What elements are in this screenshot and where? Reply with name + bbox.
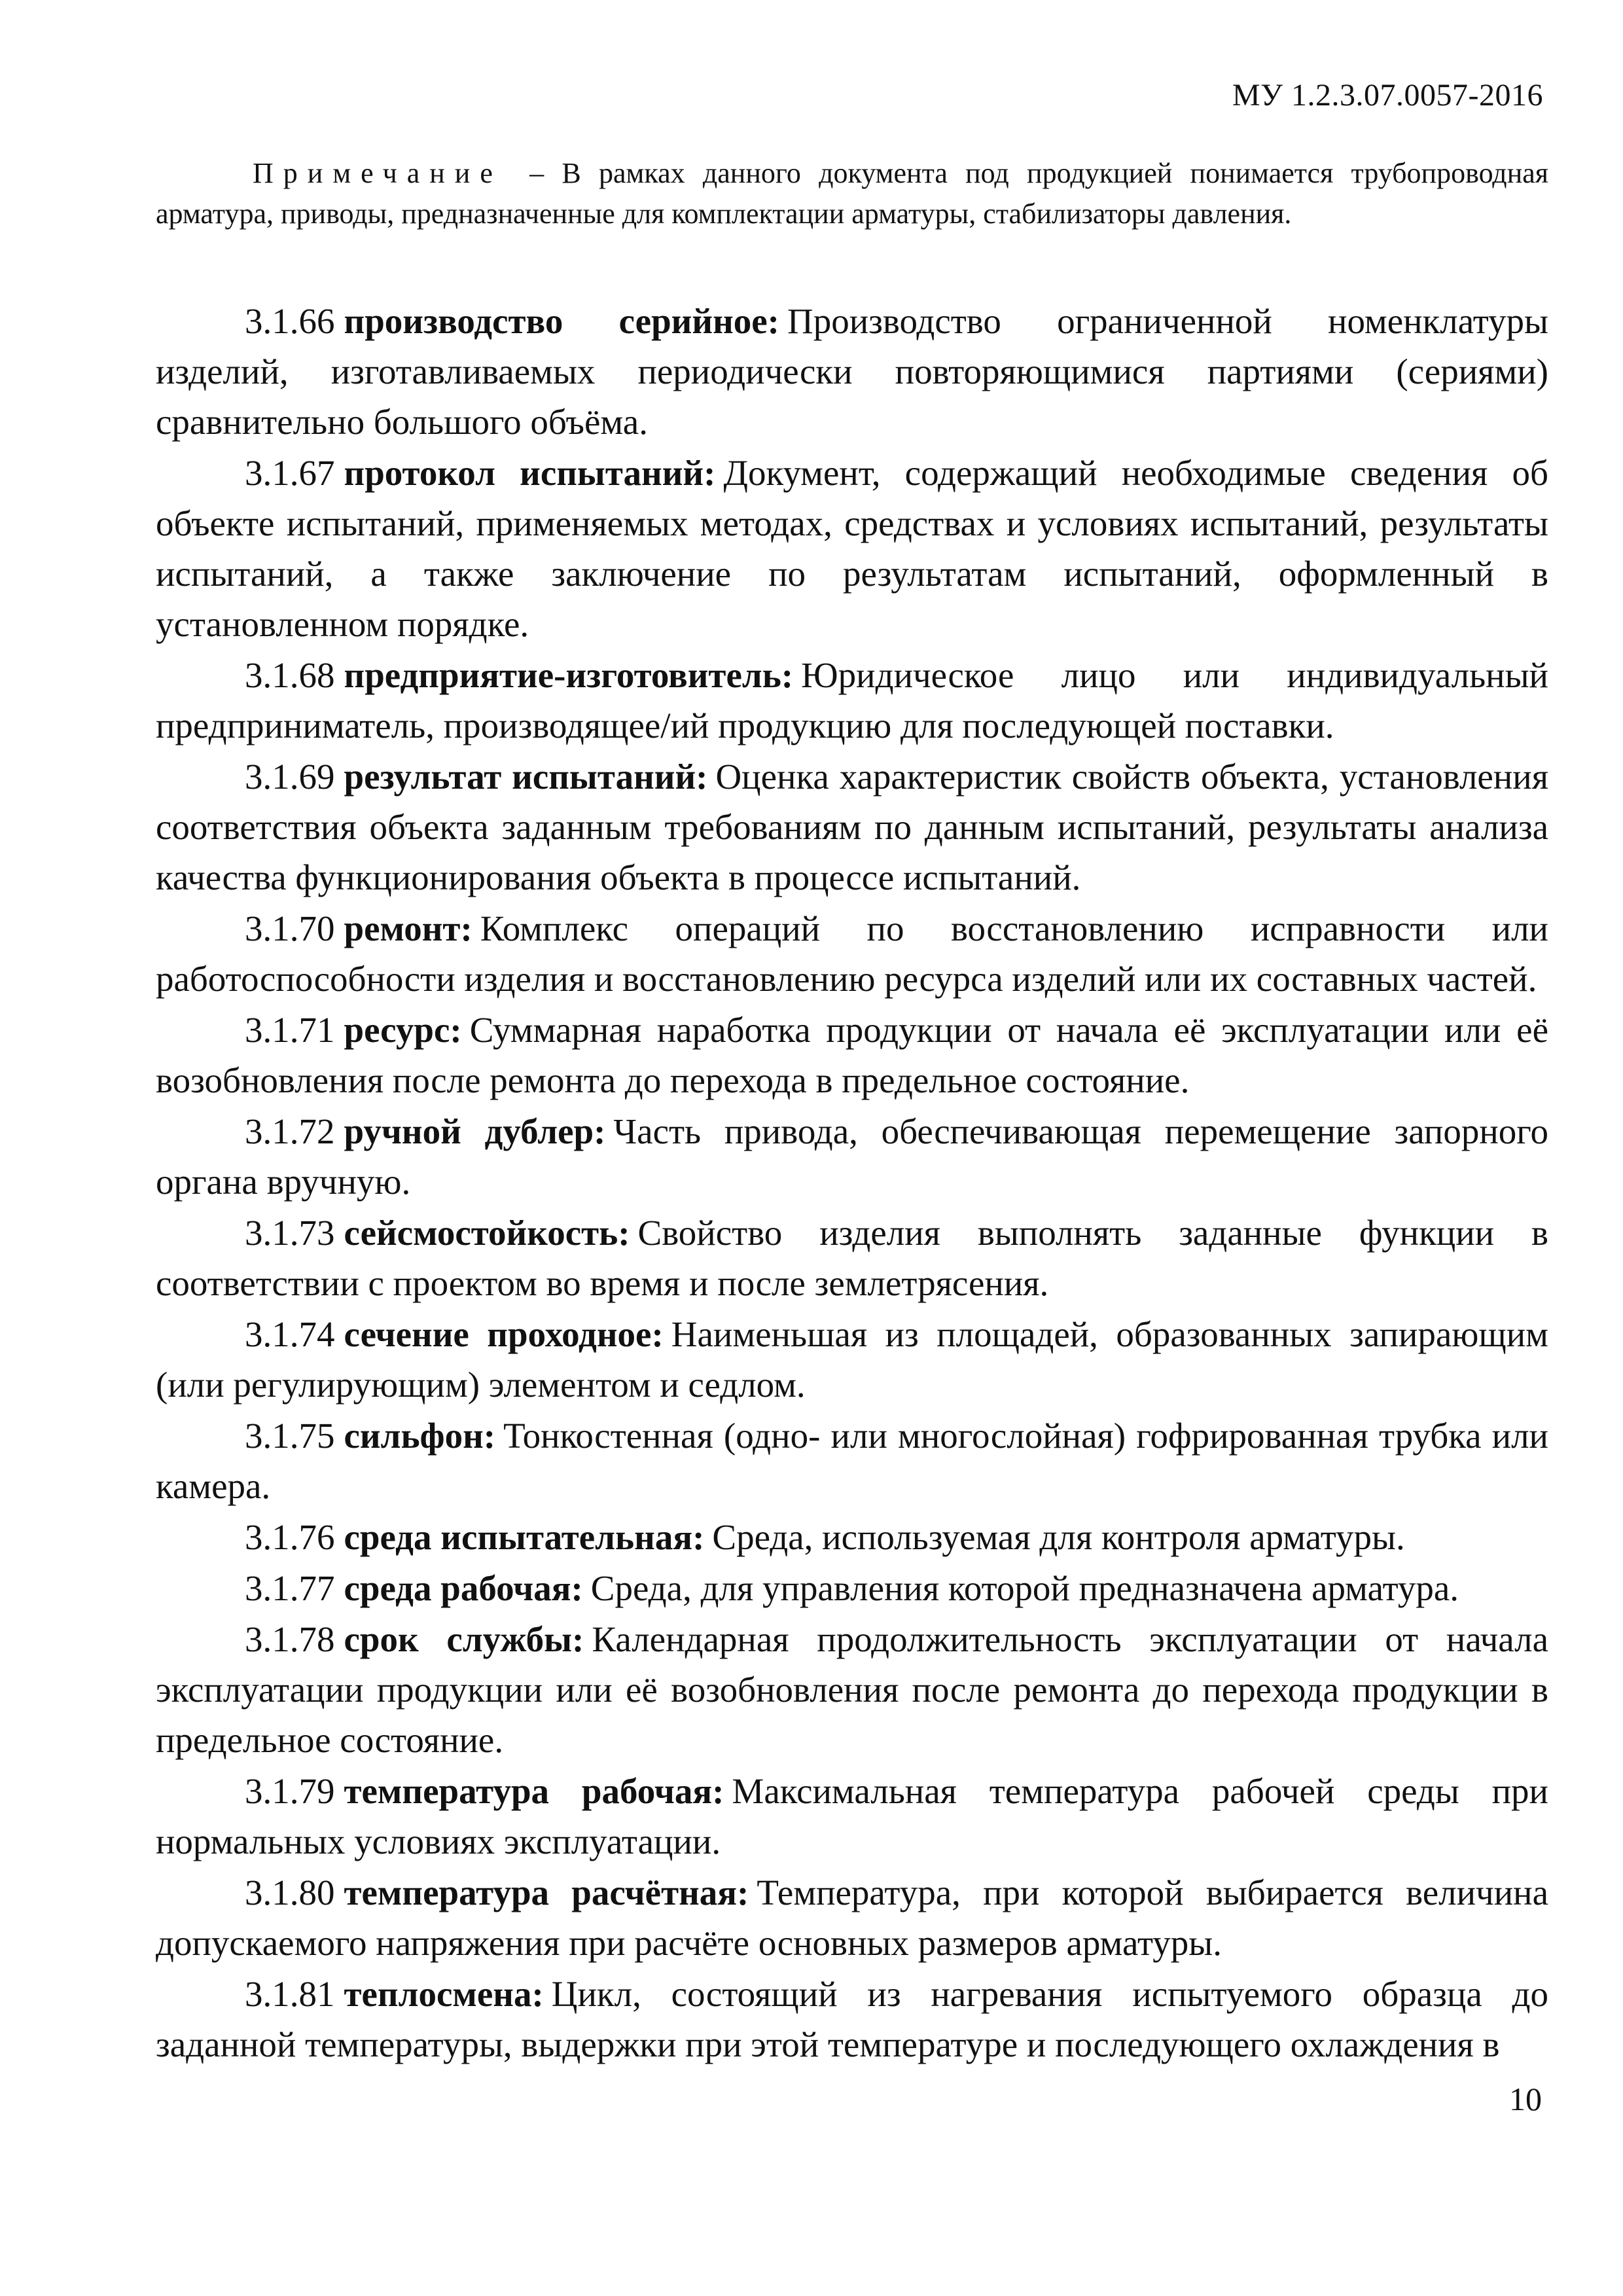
term-number: 3.1.66 — [245, 301, 335, 341]
term-number: 3.1.68 — [245, 655, 335, 695]
term-number: 3.1.70 — [245, 908, 335, 948]
term-name: ремонт: — [344, 908, 473, 948]
note-label: Примечание — [253, 157, 503, 189]
term-name: срок службы: — [344, 1619, 584, 1659]
term-definition: Среда, используемая для контроля арматуры. — [712, 1517, 1405, 1557]
term-definition: Часть привода, обеспечивающая перемещение запорного органа вручную. — [156, 1111, 1548, 1202]
term-entry — [156, 903, 1548, 1004]
term-number: 3.1.81 — [245, 1974, 335, 2014]
term-number: 3.1.80 — [245, 1873, 335, 1912]
term-entry — [156, 1309, 1548, 1410]
term-number: 3.1.71 — [245, 1010, 335, 1050]
term-name: ресурс: — [344, 1010, 462, 1050]
term-name: температура расчётная: — [344, 1873, 749, 1912]
term-definition: Свойство изделия выполнять заданные функции в соответствии с проектом во время и после землетрясения. — [156, 1213, 1548, 1303]
term-number: 3.1.79 — [245, 1771, 335, 1811]
term-definition: Максимальная температура рабочей среды при нормальных условиях эксплуатации. — [156, 1771, 1548, 1861]
term-name: температура рабочая: — [344, 1771, 724, 1811]
term-definition: Оценка характеристик свойств объекта, установления соответствия объекта заданным требованиям по данным испытаний, результаты анализа качества функционирования объекта в процессе испытаний. — [156, 757, 1548, 897]
term-entry — [156, 1410, 1548, 1511]
term-entry — [156, 751, 1548, 903]
term-number: 3.1.73 — [245, 1213, 335, 1253]
term-definition: Среда, для управления которой предназначена арматура. — [590, 1568, 1459, 1608]
term-definition: Температура, при которой выбирается величина допускаемого напряжения при расчёте основных размеров арматуры. — [156, 1873, 1548, 1963]
term-number: 3.1.67 — [245, 453, 335, 493]
term-definition: Суммарная наработка продукции от начала её эксплуатации или её возобновления после ремонта до перехода в предельное состояние. — [156, 1010, 1548, 1100]
term-entry — [156, 296, 1548, 447]
term-entry — [156, 1512, 1548, 1562]
term-number: 3.1.75 — [245, 1416, 335, 1456]
term-number: 3.1.72 — [245, 1111, 335, 1151]
term-number: 3.1.69 — [245, 757, 335, 797]
term-definition: Календарная продолжительность эксплуатации от начала эксплуатации продукции или её возобновления после ремонта до перехода продукции в предельное состояние. — [156, 1619, 1548, 1760]
term-definition: Цикл, состоящий из нагревания испытуемого образца до заданной температуры, выдержки при этой температуре и последующего охлаждения в — [156, 1974, 1548, 2064]
note-block — [156, 153, 1548, 234]
term-definition: Производство ограниченной номенклатуры изделий, изготавливаемых периодически повторяющимися партиями (сериями) сравнительно большого объёма. — [156, 301, 1548, 442]
term-entry — [156, 650, 1548, 751]
term-entry — [156, 1969, 1548, 2070]
document-code: МУ 1.2.3.07.0057-2016 — [1232, 78, 1543, 113]
term-entry — [156, 1766, 1548, 1867]
term-number: 3.1.74 — [245, 1314, 335, 1354]
term-name: сейсмостойкость: — [344, 1213, 630, 1253]
term-name: предприятие-изготовитель: — [344, 655, 794, 695]
term-entry — [156, 1867, 1548, 1968]
page-number: 10 — [1509, 2081, 1542, 2117]
term-name: теплосмена: — [344, 1974, 544, 2014]
term-name: среда рабочая: — [344, 1568, 583, 1608]
term-number: 3.1.77 — [245, 1568, 335, 1608]
term-number: 3.1.76 — [245, 1517, 335, 1557]
term-name: среда испытательная: — [344, 1517, 705, 1557]
term-entry — [156, 1005, 1548, 1105]
term-entry — [156, 1208, 1548, 1308]
term-name: сечение проходное: — [344, 1314, 664, 1354]
term-name: ручной дублер: — [344, 1111, 606, 1151]
term-definition: Наименьшая из площадей, образованных запирающим (или регулирующим) элементом и седлом. — [156, 1314, 1548, 1405]
term-name: сильфон: — [344, 1416, 496, 1456]
term-definition: Документ, содержащий необходимые сведения об объекте испытаний, применяемых методах, средствах и условиях испытаний, результаты испытаний, а также заключение по результатам испытаний, оформленный в установленном порядке. — [156, 453, 1548, 644]
term-definition: Комплекс операций по восстановлению исправности или работоспособности изделия и восстановлению ресурса изделий или их составных частей. — [156, 908, 1548, 999]
term-definition: Юридическое лицо или индивидуальный предприниматель, производящее/ий продукцию для последующей поставки. — [156, 655, 1548, 745]
term-definition: Тонкостенная (одно- или многослойная) гофрированная трубка или камера. — [156, 1416, 1548, 1506]
terms-list — [156, 296, 1548, 2070]
term-number: 3.1.78 — [245, 1619, 335, 1659]
note-text: В рамках данного документа под продукцией понимается трубопроводная арматура, приводы, предназначенные для комплектации арматуры, стабилизаторы давления. — [156, 157, 1549, 230]
term-entry — [156, 1614, 1548, 1765]
note-dash: – — [529, 157, 544, 189]
term-name: результат испытаний: — [344, 757, 708, 797]
term-name: протокол испытаний: — [344, 453, 716, 493]
term-entry — [156, 1106, 1548, 1207]
note-paragraph — [156, 153, 1548, 234]
term-entry — [156, 448, 1548, 649]
term-entry — [156, 1563, 1548, 1613]
term-name: производство серийное: — [344, 301, 779, 341]
